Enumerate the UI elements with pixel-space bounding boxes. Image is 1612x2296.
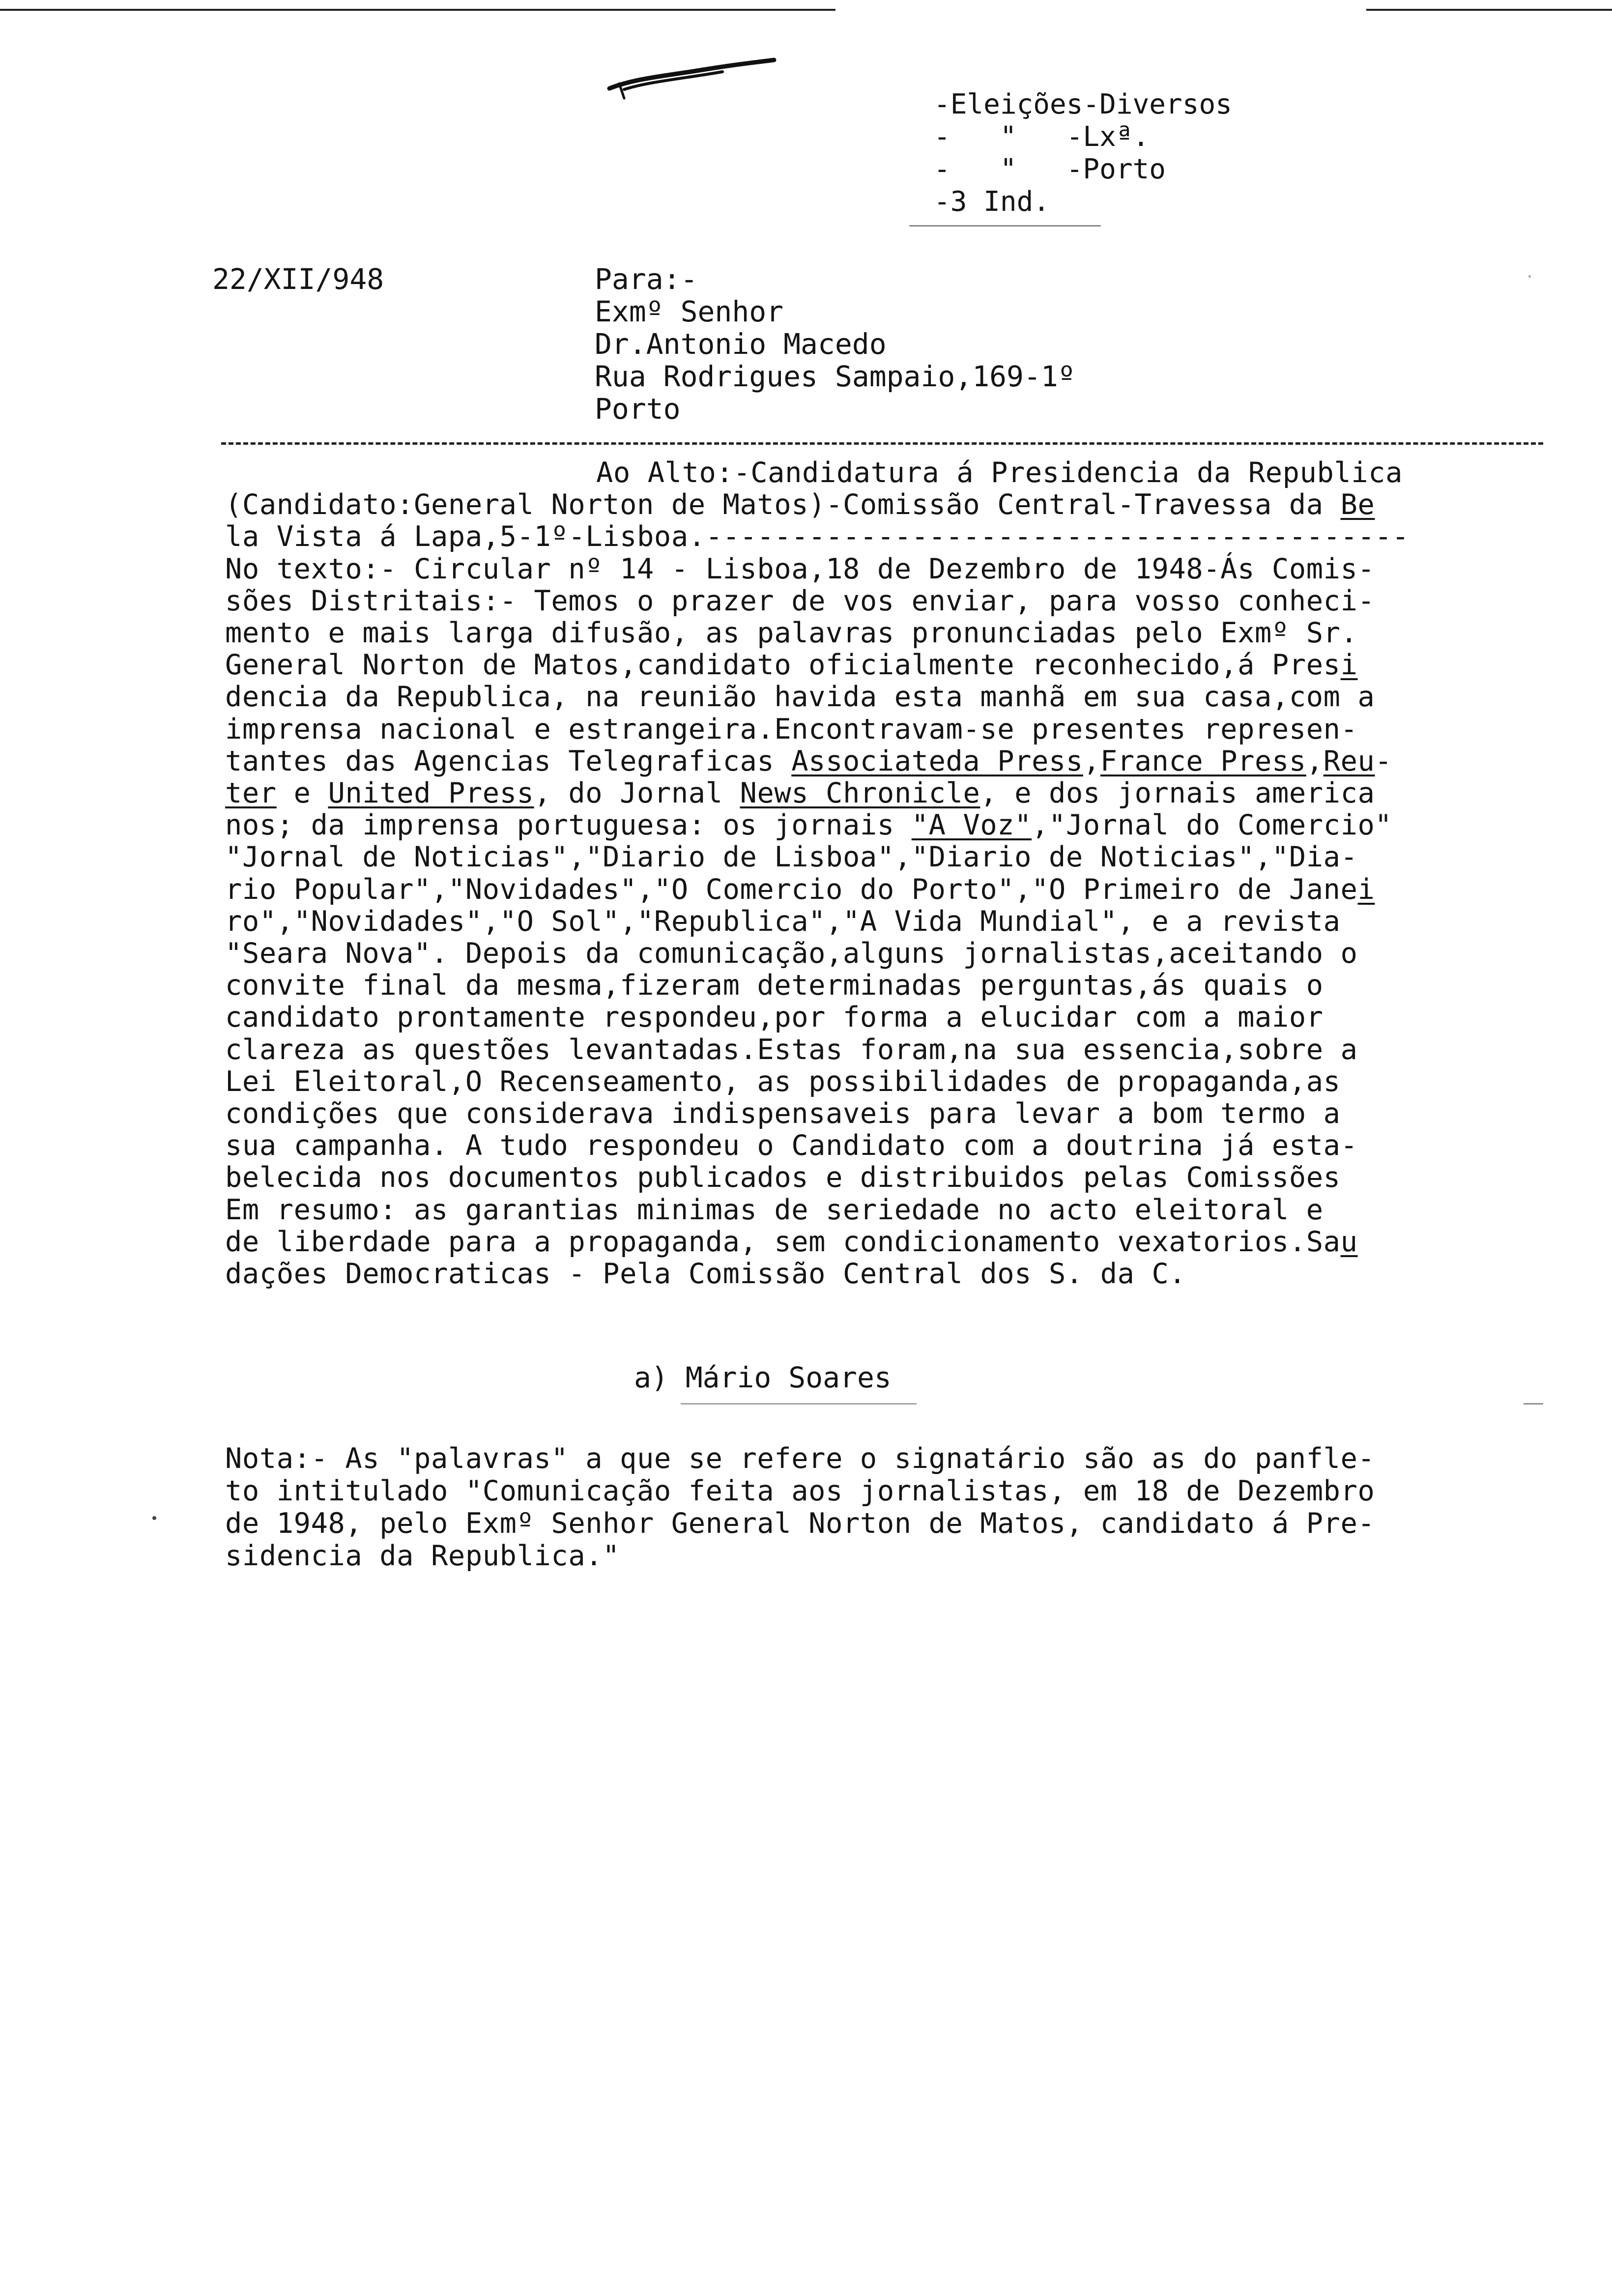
addressee-line: Para:- xyxy=(595,262,698,296)
body-line: General Norton de Matos,candidato oficialmente reconhecido,á Presi xyxy=(225,649,1358,682)
note-block xyxy=(225,1442,1552,1572)
body-line: condições que considerava indispensaveis para levar a bom termo a xyxy=(225,1097,1341,1130)
dashed-separator xyxy=(221,442,1543,445)
body-line: No texto:- Circular nº 14 - Lisboa,18 de Dezembro de 1948-Ás Comis- xyxy=(225,552,1375,585)
body-line: dencia da Republica, na reunião havida esta manhã em sua casa,com a xyxy=(225,681,1375,714)
body-line: tantes das Agencias Telegraficas Associateda Press,France Press,Reu- xyxy=(225,745,1392,777)
addressee-block xyxy=(595,263,1075,425)
body-line: mento e mais larga difusão, as palavras pronunciadas pelo Exmº Sr. xyxy=(225,617,1358,650)
body-line: clareza as questões levantadas.Estas foram,na sua essencia,sobre a xyxy=(225,1033,1358,1066)
body-line: sua campanha. A tudo respondeu o Candidato com a doutrina já esta- xyxy=(225,1129,1358,1162)
body-line: Ao Alto:-Candidatura á Presidencia da Republica xyxy=(596,457,1403,489)
paper-speck xyxy=(152,1516,156,1520)
handwritten-mark xyxy=(604,49,781,103)
body-line: imprensa nacional e estrangeira.Encontravam-se presentes represen- xyxy=(225,713,1358,746)
body-line: nos; da imprensa portuguesa: os jornais "A Voz","Jornal do Comercio" xyxy=(225,809,1392,842)
signature-underline xyxy=(681,1403,917,1405)
note-line: Nota:- As "palavras" a que se refere o signatário são as do panfle- xyxy=(225,1442,1375,1475)
note-line: de 1948, pelo Exmº Senhor General Norton de Matos, candidato á Pre- xyxy=(225,1507,1375,1540)
document-date: 22/XII/948 xyxy=(212,262,384,296)
body-line: Em resumo: as garantias minimas de seriedade no acto eleitoral e xyxy=(225,1193,1324,1226)
top-edge-line-right xyxy=(1366,9,1612,11)
classification-line: -3 Ind. xyxy=(934,186,1050,218)
paper-speck xyxy=(1528,275,1531,278)
body-line: convite final da mesma,fizeram determinadas perguntas,ás quais o xyxy=(225,969,1324,1002)
addressee-line: Porto xyxy=(595,392,681,426)
classification-line: - " -Porto xyxy=(934,153,1166,185)
body-line: ro","Novidades","O Sol","Republica","A Vida Mundial", e a revista xyxy=(225,905,1341,938)
body-line: la Vista á Lapa,5-1º-Lisboa.----------------------------------------- xyxy=(225,520,1410,553)
body-line: Lei Eleitoral,O Recenseamento, as possibilidades de propaganda,as xyxy=(225,1065,1341,1098)
addressee-line: Exmº Senhor xyxy=(595,295,784,328)
note-line: to intitulado "Comunicação feita aos jornalistas, em 18 de Dezembro xyxy=(225,1475,1375,1507)
addressee-line: Dr.Antonio Macedo xyxy=(595,327,887,361)
body-line: "Seara Nova". Depois da comunicação,alguns jornalistas,aceitando o xyxy=(225,937,1358,970)
body-line: rio Popular","Novidades","O Comercio do Porto","O Primeiro de Janei xyxy=(225,873,1375,906)
body-line: (Candidato:General Norton de Matos)-Comissão Central-Travessa da Be xyxy=(225,488,1375,521)
classification-line: -Eleições-Diversos xyxy=(934,88,1232,120)
signature: a) Mário Soares xyxy=(634,1361,892,1394)
body-line: dações Democraticas - Pela Comissão Central dos S. da C. xyxy=(225,1258,1186,1291)
addressee-line: Rua Rodrigues Sampaio,169-1º xyxy=(595,360,1075,393)
body-line: sões Distritais:- Temos o prazer de vos enviar, para vosso conheci- xyxy=(225,584,1375,617)
top-edge-line xyxy=(0,9,835,11)
body-line: belecida nos documentos publicados e distribuidos pelas Comissões xyxy=(225,1161,1341,1194)
body-text xyxy=(225,457,1552,1290)
classification-underline xyxy=(909,225,1101,227)
body-line: ter e United Press, do Jornal News Chronicle, e dos jornais america xyxy=(225,777,1375,810)
note-line: sidencia da Republica." xyxy=(225,1540,620,1572)
classification-line: - " -Lxª. xyxy=(934,121,1150,153)
paper-speck xyxy=(1524,1403,1543,1405)
body-line: de liberdade para a propaganda, sem condicionamento vexatorios.Sau xyxy=(225,1225,1358,1258)
body-line: "Jornal de Noticias","Diario de Lisboa","Diario de Noticias","Dia- xyxy=(225,841,1358,874)
body-line: candidato prontamente respondeu,por forma a elucidar com a maior xyxy=(225,1001,1324,1034)
classification-block xyxy=(934,88,1232,218)
